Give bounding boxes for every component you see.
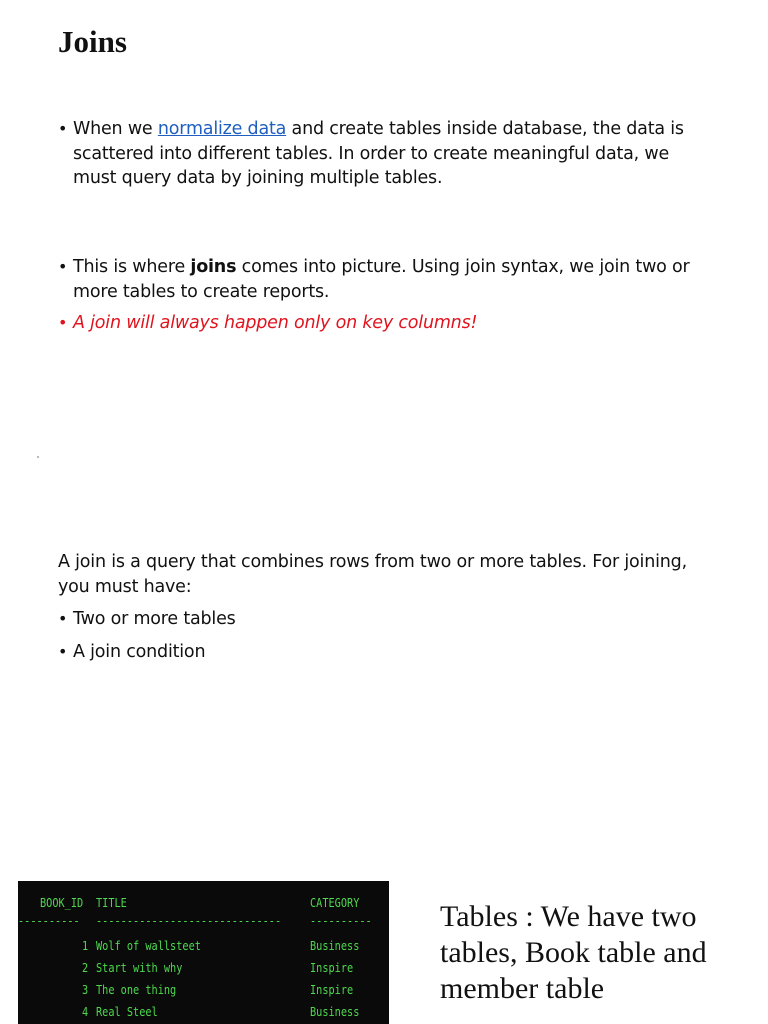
console-row-title: Start with why [96,960,183,975]
requirement-item: A join condition [73,641,206,662]
bullet-marker-red: • [58,313,68,332]
console-row-id: 2 [82,960,89,975]
normalize-data-link[interactable]: normalize data [157,119,287,139]
bullet-normalize-pre: When we [73,119,158,139]
bullet-joins-post: comes into picture. Using join syntax, we join two or more tables to create reports. [73,257,690,302]
sql-output-console [18,881,389,1024]
bullet-normalize-post: and create tables inside database, the data is scattered into different tables. In order to create meaningful data, we must query data by joining multiple tables. [73,119,684,188]
console-sep-id: ---------- [18,913,80,928]
console-row-category: Business [310,938,360,953]
console-row-id: 3 [82,982,89,997]
console-row-title: Real Steel [96,1004,158,1019]
requirement-item: Two or more tables [73,609,236,629]
bullet-joins [58,255,708,336]
console-header-id: BOOK_ID [40,895,84,910]
stray-dot [37,456,39,458]
console-row-id: 4 [82,1004,89,1019]
slide-title: Joins [58,24,127,59]
console-sep-category: ---------- [310,913,372,928]
bullet-marker: • [58,641,68,661]
console-row-category: Business [310,1004,360,1019]
joins-bold-word: joins [190,257,237,277]
bullet-joins-text [73,255,708,304]
bullet-joins-pre: This is where [73,257,191,277]
console-row-title: The one thing [96,982,177,997]
console-row-category: Inspire [310,960,354,975]
console-header-category: CATEGORY [310,895,360,910]
bullet-marker: • [58,119,68,138]
bullet-marker: • [58,257,68,276]
console-sep-title: ------------------------------ [96,913,282,928]
console-row-id: 1 [82,938,89,953]
bullet-normalize-text [73,117,708,191]
join-requirements-list [58,607,708,664]
key-columns-note: A join will always happen only on key columns! [73,313,478,333]
join-definition: A join is a query that combines rows from two or more tables. For joining, you must have: [58,552,687,597]
console-row-category: Inspire [310,982,354,997]
tables-description: Tables : We have two tables, Book table and member table [440,900,707,1005]
bullet-normalize [58,117,708,191]
console-row-title: Wolf of wallsteet [96,938,201,953]
console-header-title: TITLE [96,895,127,910]
bullet-marker: • [58,609,68,628]
